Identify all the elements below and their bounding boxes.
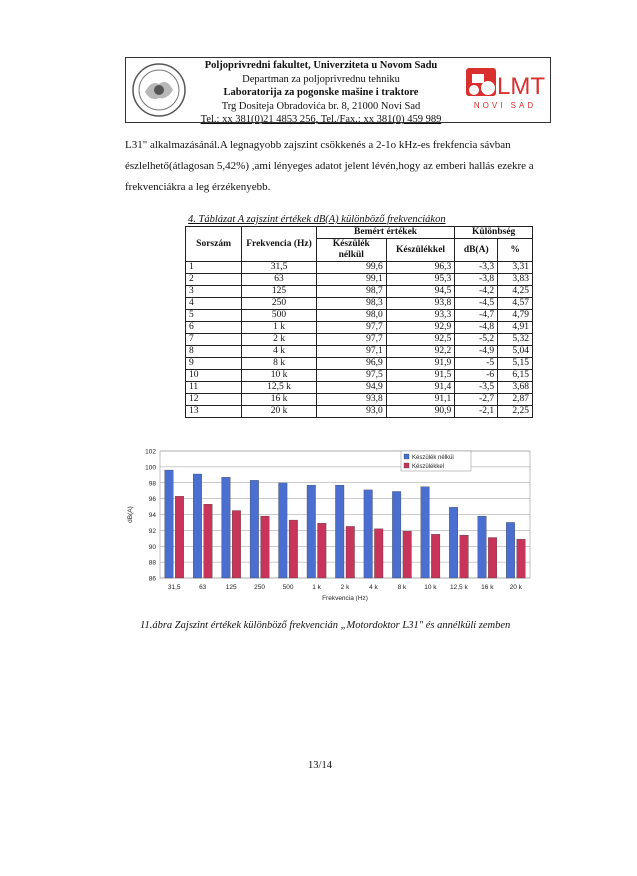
y-tick-label: 86	[148, 575, 156, 583]
bar	[346, 526, 355, 578]
paragraph-line: L31" alkalmazásánál.A legnagyobb zajszint csökkenés a 2-1o kHz-es frekfencia sávban	[125, 139, 511, 151]
bar	[175, 496, 184, 578]
body-paragraph	[125, 135, 553, 198]
table-cell: 93,0	[316, 406, 386, 418]
header-nelkul: Készülék nélkül	[316, 239, 386, 262]
table-cell: 94,5	[386, 286, 455, 298]
laboratory-name: Laboratorija za pogonske mašine i traktore	[223, 87, 419, 98]
table-row	[186, 286, 533, 298]
table-cell: 6	[186, 322, 242, 334]
table-cell: 31,5	[242, 262, 317, 274]
bar	[250, 480, 259, 578]
x-tick-label: 8 k	[397, 584, 407, 591]
bar	[204, 504, 213, 578]
y-tick-label: 96	[148, 496, 156, 504]
table-cell: -5	[455, 358, 498, 370]
table-cell: 12,5 k	[242, 382, 317, 394]
table-row	[186, 322, 533, 334]
bar	[488, 538, 497, 578]
table-cell: 96,3	[386, 262, 455, 274]
table-row	[186, 358, 533, 370]
page-number: 13/14	[308, 760, 332, 771]
university-seal-icon	[131, 62, 187, 118]
x-tick-label: 2 k	[340, 584, 350, 591]
table-cell: 4,79	[498, 310, 533, 322]
table-cell: 95,3	[386, 274, 455, 286]
table-cell: 4	[186, 298, 242, 310]
table-cell: 4,91	[498, 322, 533, 334]
table-cell: -3,8	[455, 274, 498, 286]
table-cell: 500	[242, 310, 317, 322]
table-row	[186, 382, 533, 394]
table-row	[186, 370, 533, 382]
x-tick-label: 10 k	[424, 584, 437, 591]
table-cell: -6	[455, 370, 498, 382]
table-cell: -4,8	[455, 322, 498, 334]
y-tick-label: 98	[148, 480, 156, 488]
table-cell: 98,7	[316, 286, 386, 298]
table-cell: 10 k	[242, 370, 317, 382]
bar	[506, 522, 515, 578]
y-tick-label: 90	[148, 543, 156, 551]
legend-swatch	[404, 454, 409, 459]
bar	[392, 491, 401, 578]
table-cell: 2	[186, 274, 242, 286]
table-cell: 91,4	[386, 382, 455, 394]
header-dba: dB(A)	[455, 239, 498, 262]
x-tick-label: 16 k	[481, 584, 494, 591]
table-cell: 7	[186, 334, 242, 346]
y-tick-label: 94	[148, 512, 156, 519]
table-cell: -3,5	[455, 382, 498, 394]
table-cell: 10	[186, 370, 242, 382]
table-cell: 20 k	[242, 406, 317, 418]
y-tick-label: 100	[145, 464, 156, 472]
table-row	[186, 298, 533, 310]
table-row	[186, 406, 533, 418]
faculty-name: Poljoprivredni fakultet, Univerziteta u Novom Sadu	[204, 60, 438, 71]
x-tick-label: 500	[282, 584, 294, 591]
table-cell: 97,7	[316, 322, 386, 334]
table-cell: 63	[242, 274, 317, 286]
table-cell: 2,25	[498, 406, 533, 418]
table-row	[186, 310, 533, 322]
table-cell: 97,1	[316, 346, 386, 358]
bar	[222, 477, 231, 578]
table-cell: 5,15	[498, 358, 533, 370]
table-row	[186, 262, 533, 274]
table-cell: 2 k	[242, 334, 317, 346]
table-cell: -2,1	[455, 406, 498, 418]
bar	[193, 474, 202, 578]
y-axis-label: dB(A)	[127, 506, 134, 523]
table-row	[186, 334, 533, 346]
table-cell: 3	[186, 286, 242, 298]
x-tick-label: 4 k	[369, 584, 378, 591]
table-cell: 8	[186, 346, 242, 358]
table-cell: 91,9	[386, 358, 455, 370]
table-cell: 93,8	[386, 298, 455, 310]
x-tick-label: 12,5 k	[449, 584, 468, 591]
table-cell: 91,5	[386, 370, 455, 382]
x-tick-label: 250	[254, 584, 266, 591]
table-cell: 94,9	[316, 382, 386, 394]
table-cell: 2,87	[498, 394, 533, 406]
y-tick-label: 88	[148, 559, 156, 567]
address: Trg Dositeja Obradovića br. 8, 21000 Novi Sad	[221, 100, 421, 112]
table-cell: 16 k	[242, 394, 317, 406]
table-cell: 13	[186, 406, 242, 418]
paragraph-line: frekvenciákra a leg érzékenyebb.	[125, 181, 271, 193]
legend-label: Készülékkel	[412, 464, 445, 470]
table-cell: -4,7	[455, 310, 498, 322]
table-cell: 1	[186, 262, 242, 274]
bar	[517, 539, 526, 578]
header-kulonbseg: Különbség	[455, 227, 533, 239]
table-row	[186, 394, 533, 406]
table-cell: -4,9	[455, 346, 498, 358]
figure-caption: 11.ábra Zajszint értékek különböző frekvencián „Motordoktor L31" és annélküli zemben	[140, 620, 511, 631]
table-cell: 96,9	[316, 358, 386, 370]
table-cell: 97,5	[316, 370, 386, 382]
table-cell: 98,3	[316, 298, 386, 310]
table-cell: 125	[242, 286, 317, 298]
table-cell: 92,5	[386, 334, 455, 346]
institution-info	[192, 59, 450, 127]
table-cell: 4,57	[498, 298, 533, 310]
table-cell: 9	[186, 358, 242, 370]
noise-bar-chart	[122, 443, 540, 605]
bar	[289, 520, 298, 578]
letterhead	[125, 57, 551, 123]
header-bemert: Bemért értékek	[316, 227, 454, 239]
table-cell: 3,68	[498, 382, 533, 394]
table-caption: 4. Táblázat A zajszint értékek dB(A) különböző frekvenciákon	[188, 214, 446, 225]
bar	[232, 511, 241, 578]
table-cell: 1 k	[242, 322, 317, 334]
table-cell: 8 k	[242, 358, 317, 370]
table-cell: 250	[242, 298, 317, 310]
table-cell: 98,0	[316, 310, 386, 322]
table-row	[186, 346, 533, 358]
table-cell: 6,15	[498, 370, 533, 382]
x-tick-label: 63	[199, 584, 207, 591]
x-axis-label: Frekvencia (Hz)	[322, 595, 368, 602]
table-cell: 3,31	[498, 262, 533, 274]
bar	[307, 485, 316, 578]
legend-label: Készülék nélkül	[412, 455, 454, 461]
x-tick-label: 125	[225, 584, 237, 591]
bar	[421, 487, 430, 578]
y-tick-label: 102	[145, 448, 156, 456]
table-cell: 5,04	[498, 346, 533, 358]
header-pct: %	[498, 239, 533, 262]
table-cell: 99,1	[316, 274, 386, 286]
bar	[318, 523, 327, 578]
y-tick-label: 92	[148, 527, 156, 535]
x-tick-label: 1 k	[312, 584, 321, 591]
x-tick-label: 20 k	[509, 584, 522, 591]
lmt-logo-icon	[464, 64, 546, 112]
bar	[261, 516, 270, 578]
table-row	[186, 274, 533, 286]
table-cell: -2,7	[455, 394, 498, 406]
bar	[279, 483, 288, 578]
table-cell: 92,9	[386, 322, 455, 334]
bar	[431, 534, 440, 578]
contact-phones: Tel.: xx 381(0)21 4853 256, Tel./Fax.: xx 381(0) 459 989	[200, 114, 442, 125]
bar	[374, 529, 383, 578]
x-tick-label: 31,5	[167, 584, 181, 591]
table-cell: 90,9	[386, 406, 455, 418]
bar	[403, 531, 412, 578]
table-cell: -3,3	[455, 262, 498, 274]
table-cell: 4 k	[242, 346, 317, 358]
table-cell: 93,3	[386, 310, 455, 322]
legend-swatch	[404, 463, 409, 468]
table-cell: 99,6	[316, 262, 386, 274]
table-cell: 91,1	[386, 394, 455, 406]
header-sorszam: Sorszám	[186, 227, 242, 262]
table-cell: 92,2	[386, 346, 455, 358]
bar	[449, 507, 458, 578]
noise-level-table	[185, 226, 533, 418]
paragraph-line: észlelhető(átlagosan 5,42%) ,ami lényeges adatot jelent lévén,hogy az emberi hallás ezekre a	[125, 160, 534, 172]
table-cell: 3,83	[498, 274, 533, 286]
bar	[460, 535, 469, 578]
table-cell: 5	[186, 310, 242, 322]
table-cell: 11	[186, 382, 242, 394]
table-cell: 4,25	[498, 286, 533, 298]
table-cell: -4,2	[455, 286, 498, 298]
department-name: Departman za poljoprivrednu tehniku	[242, 73, 400, 85]
lmt-logo-subtext: NOVI SAD	[473, 101, 537, 110]
table-cell: 5,32	[498, 334, 533, 346]
table-cell: -5,2	[455, 334, 498, 346]
bar	[165, 470, 174, 578]
table-cell: 93,8	[316, 394, 386, 406]
bar	[364, 490, 373, 578]
bar	[335, 485, 344, 578]
lmt-logo-text: LMT	[497, 73, 545, 100]
table-cell: 97,7	[316, 334, 386, 346]
table-cell: 12	[186, 394, 242, 406]
bar	[478, 516, 487, 578]
table-cell: -4,5	[455, 298, 498, 310]
table-body	[186, 262, 533, 418]
header-keszulekkel: Készülékkel	[386, 239, 455, 262]
header-frekvencia: Frekvencia (Hz)	[242, 227, 317, 262]
